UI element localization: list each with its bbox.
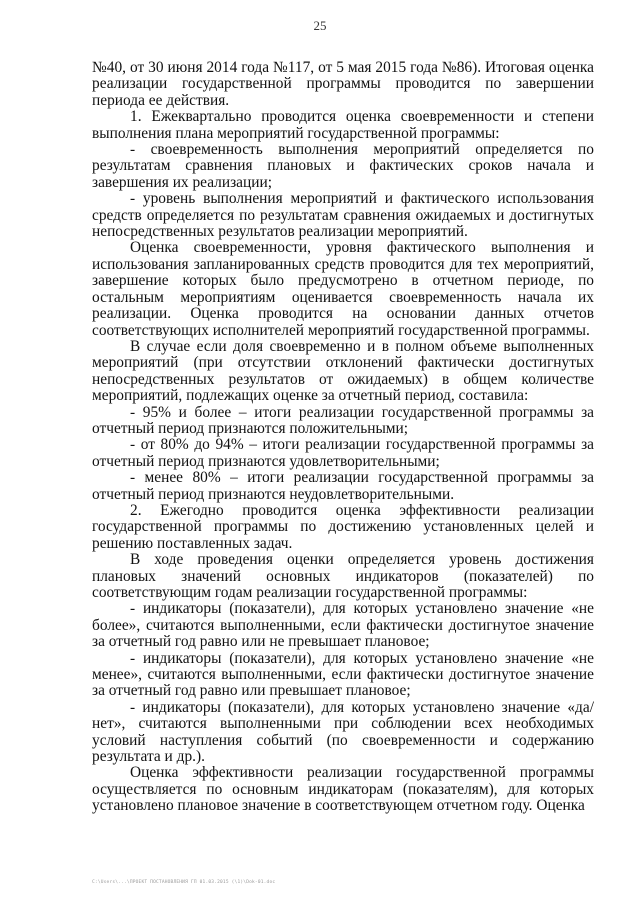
paragraph: - уровень выполнения мероприятий и фактического использования средств определяется по результатам сравнения ожидаемых и достигнутых непосредственных результатов реализации мероприятий. xyxy=(92,190,594,241)
paragraph: - 95% и более – итоги реализации государственной программы за отчетный период признаются положительными; xyxy=(92,403,594,437)
paragraph: - своевременность выполнения мероприятий определяется по результатам сравнения плановых и фактических сроков начала и завершения их реализации; xyxy=(92,141,594,191)
footer-path: C:\Users\...\ПРОЕКТ ПОСТАНОВЛЕНИЯ ГП 01.03.2015 (\1)\Dok-01.doc xyxy=(92,880,276,885)
paragraph: - от 80% до 94% – итоги реализации государственной программы за отчетный период признаются удовлетворительными; xyxy=(92,436,594,470)
paragraph: - индикаторы (показатели), для которых установлено значение «не менее», считаются выполненными, если фактически достигнутое значение за отчетный год равно или превышает плановое; xyxy=(92,649,594,700)
document-body xyxy=(92,60,594,815)
paragraph: №40, от 30 июня 2014 года №117, от 5 мая 2015 года №86). Итоговая оценка реализации государственной программы проводится по завершении периода ее действия. xyxy=(92,59,594,109)
paragraph: В ходе проведения оценки определяется уровень достижения плановых значений основных индикаторов (показателей) по соответствующим годам реализации государственной программы: xyxy=(92,551,594,601)
paragraph: 2. Ежегодно проводится оценка эффективности реализации государственной программы по достижению установленных целей и решению поставленных задач. xyxy=(92,501,594,552)
paragraph: Оценка своевременности, уровня фактического выполнения и использования запланированных средств проводится для тех мероприятий, завершение которых было предусмотрено в отчетном периоде, по остальным мероприятиям оценивается своевременность начала их реализации. Оценка проводится на основании данных отчетов соответствующих исполнителей мероприятий государственной программы. xyxy=(92,239,594,339)
paragraph: 1. Ежеквартально проводится оценка своевременности и степени выполнения плана мероприятий государственной программы: xyxy=(92,108,594,142)
paragraph: - индикаторы (показатели), для которых установлено значение «да/нет», считаются выполненными при соблюдении всех необходимых условий наступления событий (по своевременности и содержанию результата и др.). xyxy=(92,698,594,766)
paragraph: - менее 80% – итоги реализации государственной программы за отчетный период признаются неудовлетворительными. xyxy=(92,469,594,503)
paragraph: В случае если доля своевременно и в полном объеме выполненных мероприятий (при отсутствии отклонений фактически достигнутых непосредственных результатов от ожидаемых) в общем количестве мероприятий, подлежащих оценке за отчетный период, составила: xyxy=(92,337,594,405)
paragraph: - индикаторы (показатели), для которых установлено значение «не более», считаются выполненными, если фактически достигнутое значение за отчетный год равно или не превышает плановое; xyxy=(92,600,594,651)
page-number: 25 xyxy=(313,18,327,33)
paragraph: Оценка эффективности реализации государственной программы осуществляется по основным индикаторам (показателям), для которых установлено плановое значение в соответствующем отчетном году. Оценка xyxy=(92,764,594,815)
